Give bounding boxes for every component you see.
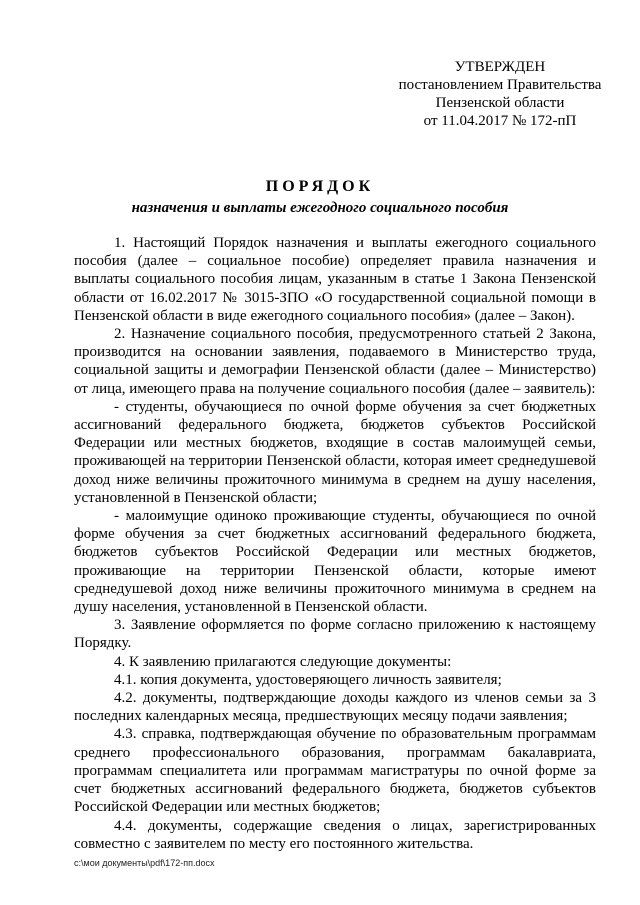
file-path-footer: c:\мои документы\pdf\172-пп.docx	[74, 858, 215, 868]
paragraph-2-item-students: - студенты, обучающиеся по очной форме обучения за счет бюджетных ассигнований федерального бюджета, бюджетов субъектов Российской Федерации или местных бюджетов, входящие в состав малоимущей семьи, проживающей на территории Пензенской области, которая имеет среднедушевой доход ниже величины прожиточного минимума в среднем на душу населения, установленной в Пензенской области;	[74, 398, 596, 506]
paragraph-1: 1. Настоящий Порядок назначения и выплаты ежегодного социального пособия (далее – социальное пособие) определяет правила назначения и выплаты социального пособия лицам, указанным в статье 1 Закона Пензенской области от 16.02.2017 № 3015-ЗПО «О государственной социальной помощи в Пензенской области в виде ежегодного социального пособия» (далее – Закон).	[74, 235, 596, 324]
paragraph-2: 2. Назначение социального пособия, предусмотренного статьей 2 Закона, производится на основании заявления, подаваемого в Министерство труда, социальной защиты и демографии Пензенской области (далее – Министерство) от лица, имеющего права на получение социального пособия (далее – заявитель):	[74, 326, 596, 397]
paragraph-3: 3. Заявление оформляется по форме согласно приложению к настоящему Порядку.	[74, 617, 596, 652]
approval-decree: постановлением Правительства	[398, 77, 602, 93]
paragraph-2-item-single-students: - малоимущие одиноко проживающие студенты, обучающиеся по очной форме обучения за счет бюджетных ассигнований федерального бюджета, бюджетов субъектов Российской Федерации или местных бюджетов, проживающие на территории Пензенской области, которые имеют среднедушевой доход ниже величины прожиточного минимума в среднем на душу населения, установленной в Пензенской области.	[74, 508, 596, 616]
paragraph-4-4: 4.4. документы, содержащие сведения о лицах, зарегистрированных совместно с заявителем по месту его постоянного жительства.	[74, 817, 596, 852]
paragraph-4-2: 4.2. документы, подтверждающие доходы каждого из членов семьи за 3 последних календарных месяца, предшествующих месяцу подачи заявления;	[74, 690, 596, 725]
paragraph-4: 4. К заявлению прилагаются следующие документы:	[114, 653, 452, 670]
paragraph-4-3: 4.3. справка, подтверждающая обучение по образовательным программам среднего профессионального образования, программам бакалавриата, программам специалитета или программам магистратуры по очной форме за счет бюджетных ассигнований федерального бюджета, бюджетов субъектов Российской Федерации или местных бюджетов;	[74, 726, 596, 816]
approval-date-number: от 11.04.2017 № 172-пП	[423, 113, 577, 129]
document-body	[74, 234, 596, 853]
paragraph-4-1: 4.1. копия документа, удостоверяющего личность заявителя;	[114, 671, 502, 688]
approval-region: Пензенской области	[435, 95, 565, 111]
approval-block	[360, 58, 640, 130]
approval-heading: УТВЕРЖДЕН	[454, 59, 546, 75]
document-subtitle: назначения и выплаты ежегодного социального пособия	[131, 200, 509, 216]
document-title: ПОРЯДОК	[265, 178, 375, 195]
